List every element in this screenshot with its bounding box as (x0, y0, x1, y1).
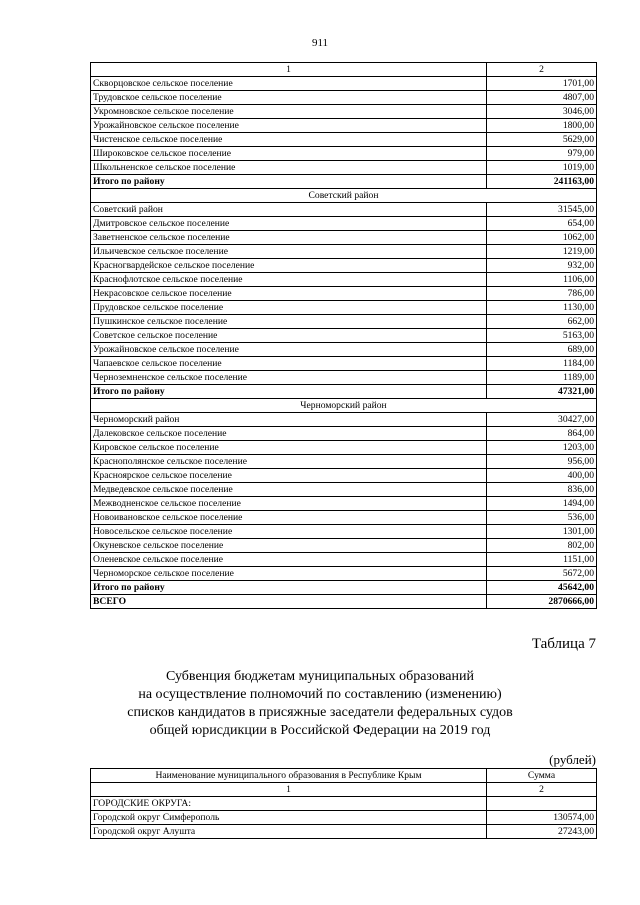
column-number-1: 1 (91, 63, 487, 77)
district-name: Черноморский район (91, 399, 597, 413)
table-row (91, 287, 597, 301)
municipality-name: Городской округ Алушта (91, 825, 487, 839)
municipality-name: Советское сельское поселение (91, 329, 487, 343)
amount-value: 400,00 (487, 469, 597, 483)
column-number-2: 2 (487, 63, 597, 77)
table-row (91, 91, 597, 105)
amount-value: 1189,00 (487, 371, 597, 385)
table-row (91, 483, 597, 497)
table-row (91, 553, 597, 567)
amount-value: 654,00 (487, 217, 597, 231)
municipality-name: ВСЕГО (91, 595, 487, 609)
table-column-numbers (91, 63, 597, 77)
municipality-name: Ильичевское сельское поселение (91, 245, 487, 259)
amount-value: 1301,00 (487, 525, 597, 539)
municipality-name: Межводненское сельское поселение (91, 497, 487, 511)
municipality-name: Урожайновское сельское поселение (91, 343, 487, 357)
table-row (91, 119, 597, 133)
municipality-name: Новоивановское сельское поселение (91, 511, 487, 525)
amount-value: 536,00 (487, 511, 597, 525)
municipality-name: Итого по району (91, 175, 487, 189)
table-header-row (91, 769, 597, 783)
amount-value: 5163,00 (487, 329, 597, 343)
municipality-name: Городской округ Симферополь (91, 811, 487, 825)
amount-value: 1151,00 (487, 553, 597, 567)
municipality-name: Краснофлотское сельское поселение (91, 273, 487, 287)
amount-value: 45642,00 (487, 581, 597, 595)
title-line: на осуществление полномочий по составлению (изменению) (138, 687, 502, 702)
table-row (91, 273, 597, 287)
table-row (91, 203, 597, 217)
amount-value: 979,00 (487, 147, 597, 161)
municipality-name: Оленевское сельское поселение (91, 553, 487, 567)
subvention-table (90, 768, 597, 839)
table-row (91, 105, 597, 119)
municipality-name: Окуневское сельское поселение (91, 539, 487, 553)
amount-value: 786,00 (487, 287, 597, 301)
table-row (91, 301, 597, 315)
district-name: Советский район (91, 189, 597, 203)
amount-value: 836,00 (487, 483, 597, 497)
amount-value: 1800,00 (487, 119, 597, 133)
title-line: списков кандидатов в присяжные заседатели федеральных судов (127, 705, 513, 720)
amount-value: 689,00 (487, 343, 597, 357)
municipality-name: Советский район (91, 203, 487, 217)
amount-value: 802,00 (487, 539, 597, 553)
amount-value: 1219,00 (487, 245, 597, 259)
amount-value: 1184,00 (487, 357, 597, 371)
table-row (91, 357, 597, 371)
municipality-name: Итого по району (91, 581, 487, 595)
table-row (91, 469, 597, 483)
amount-value: 47321,00 (487, 385, 597, 399)
table-row (91, 539, 597, 553)
table-row (91, 511, 597, 525)
amount-value: 2870666,00 (487, 595, 597, 609)
amount-value: 1130,00 (487, 301, 597, 315)
header-amount: Сумма (487, 769, 597, 783)
table-row (91, 441, 597, 455)
amount-value: 1106,00 (487, 273, 597, 287)
municipality-name: Укромновское сельское поселение (91, 105, 487, 119)
table-label: Таблица 7 (531, 636, 596, 652)
municipality-name: Черноморский район (91, 413, 487, 427)
title-line: Субвенция бюджетам муниципальных образований (166, 669, 474, 684)
table-row (91, 455, 597, 469)
table-row (91, 133, 597, 147)
municipality-name: Заветненское сельское поселение (91, 231, 487, 245)
municipality-name: ГОРОДСКИЕ ОКРУГА: (91, 797, 487, 811)
table-row (91, 231, 597, 245)
table-row (91, 343, 597, 357)
amount-value: 662,00 (487, 315, 597, 329)
table-row (91, 825, 597, 839)
column-number-1: 1 (91, 783, 487, 797)
unit-label: (рублей) (549, 752, 596, 767)
municipality-name: Итого по району (91, 385, 487, 399)
table-row (91, 77, 597, 91)
amount-value: 130574,00 (487, 811, 597, 825)
total-row (91, 385, 597, 399)
total-row (91, 595, 597, 609)
amount-value: 864,00 (487, 427, 597, 441)
municipality-name: Красноярское сельское поселение (91, 469, 487, 483)
municipality-name: Медведевское сельское поселение (91, 483, 487, 497)
amount-value: 31545,00 (487, 203, 597, 217)
municipality-name: Кировское сельское поселение (91, 441, 487, 455)
total-row (91, 175, 597, 189)
table-row (91, 413, 597, 427)
municipality-name: Пушкинское сельское поселение (91, 315, 487, 329)
municipality-name: Черноземненское сельское поселение (91, 371, 487, 385)
column-number-2: 2 (487, 783, 597, 797)
table-row (91, 259, 597, 273)
table-title (0, 668, 640, 740)
amount-value: 1203,00 (487, 441, 597, 455)
table-row (91, 797, 597, 811)
amount-value: 27243,00 (487, 825, 597, 839)
table-row (91, 217, 597, 231)
amount-value: 1019,00 (487, 161, 597, 175)
table-row (91, 567, 597, 581)
amount-value: 241163,00 (487, 175, 597, 189)
total-row (91, 581, 597, 595)
table-row (91, 811, 597, 825)
municipality-name: Скворцовское сельское поселение (91, 77, 487, 91)
page-number: 911 (311, 37, 329, 49)
table-row (91, 371, 597, 385)
district-section-row (91, 189, 597, 203)
municipality-name: Некрасовское сельское поселение (91, 287, 487, 301)
municipality-name: Новосельское сельское поселение (91, 525, 487, 539)
amount-value: 932,00 (487, 259, 597, 273)
amount-value: 30427,00 (487, 413, 597, 427)
title-line: общей юрисдикции в Российской Федерации на 2019 год (149, 723, 491, 738)
district-section-row (91, 399, 597, 413)
table-row (91, 147, 597, 161)
amount-value: 3046,00 (487, 105, 597, 119)
municipality-name: Чапаевское сельское поселение (91, 357, 487, 371)
amount-value: 1701,00 (487, 77, 597, 91)
amount-value: 956,00 (487, 455, 597, 469)
municipality-name: Краснополянское сельское поселение (91, 455, 487, 469)
municipality-name: Красногвардейское сельское поселение (91, 259, 487, 273)
table-row (91, 315, 597, 329)
table-row (91, 161, 597, 175)
municipality-name: Трудовское сельское поселение (91, 91, 487, 105)
municipality-name: Школьненское сельское поселение (91, 161, 487, 175)
amount-value: 1494,00 (487, 497, 597, 511)
table-column-numbers (91, 783, 597, 797)
municipality-name: Прудовское сельское поселение (91, 301, 487, 315)
table-row (91, 497, 597, 511)
municipality-name: Чистенское сельское поселение (91, 133, 487, 147)
table-row (91, 427, 597, 441)
municipality-name: Широковское сельское поселение (91, 147, 487, 161)
table-row (91, 245, 597, 259)
header-municipality: Наименование муниципального образования в Республике Крым (91, 769, 487, 783)
amount-value (487, 797, 597, 811)
amount-value: 5629,00 (487, 133, 597, 147)
amount-value: 5672,00 (487, 567, 597, 581)
municipality-name: Урожайновское сельское поселение (91, 119, 487, 133)
subsidy-table-continued (90, 62, 597, 609)
table-row (91, 525, 597, 539)
municipality-name: Далековское сельское поселение (91, 427, 487, 441)
amount-value: 1062,00 (487, 231, 597, 245)
municipality-name: Дмитровское сельское поселение (91, 217, 487, 231)
table-row (91, 329, 597, 343)
amount-value: 4807,00 (487, 91, 597, 105)
municipality-name: Черноморское сельское поселение (91, 567, 487, 581)
